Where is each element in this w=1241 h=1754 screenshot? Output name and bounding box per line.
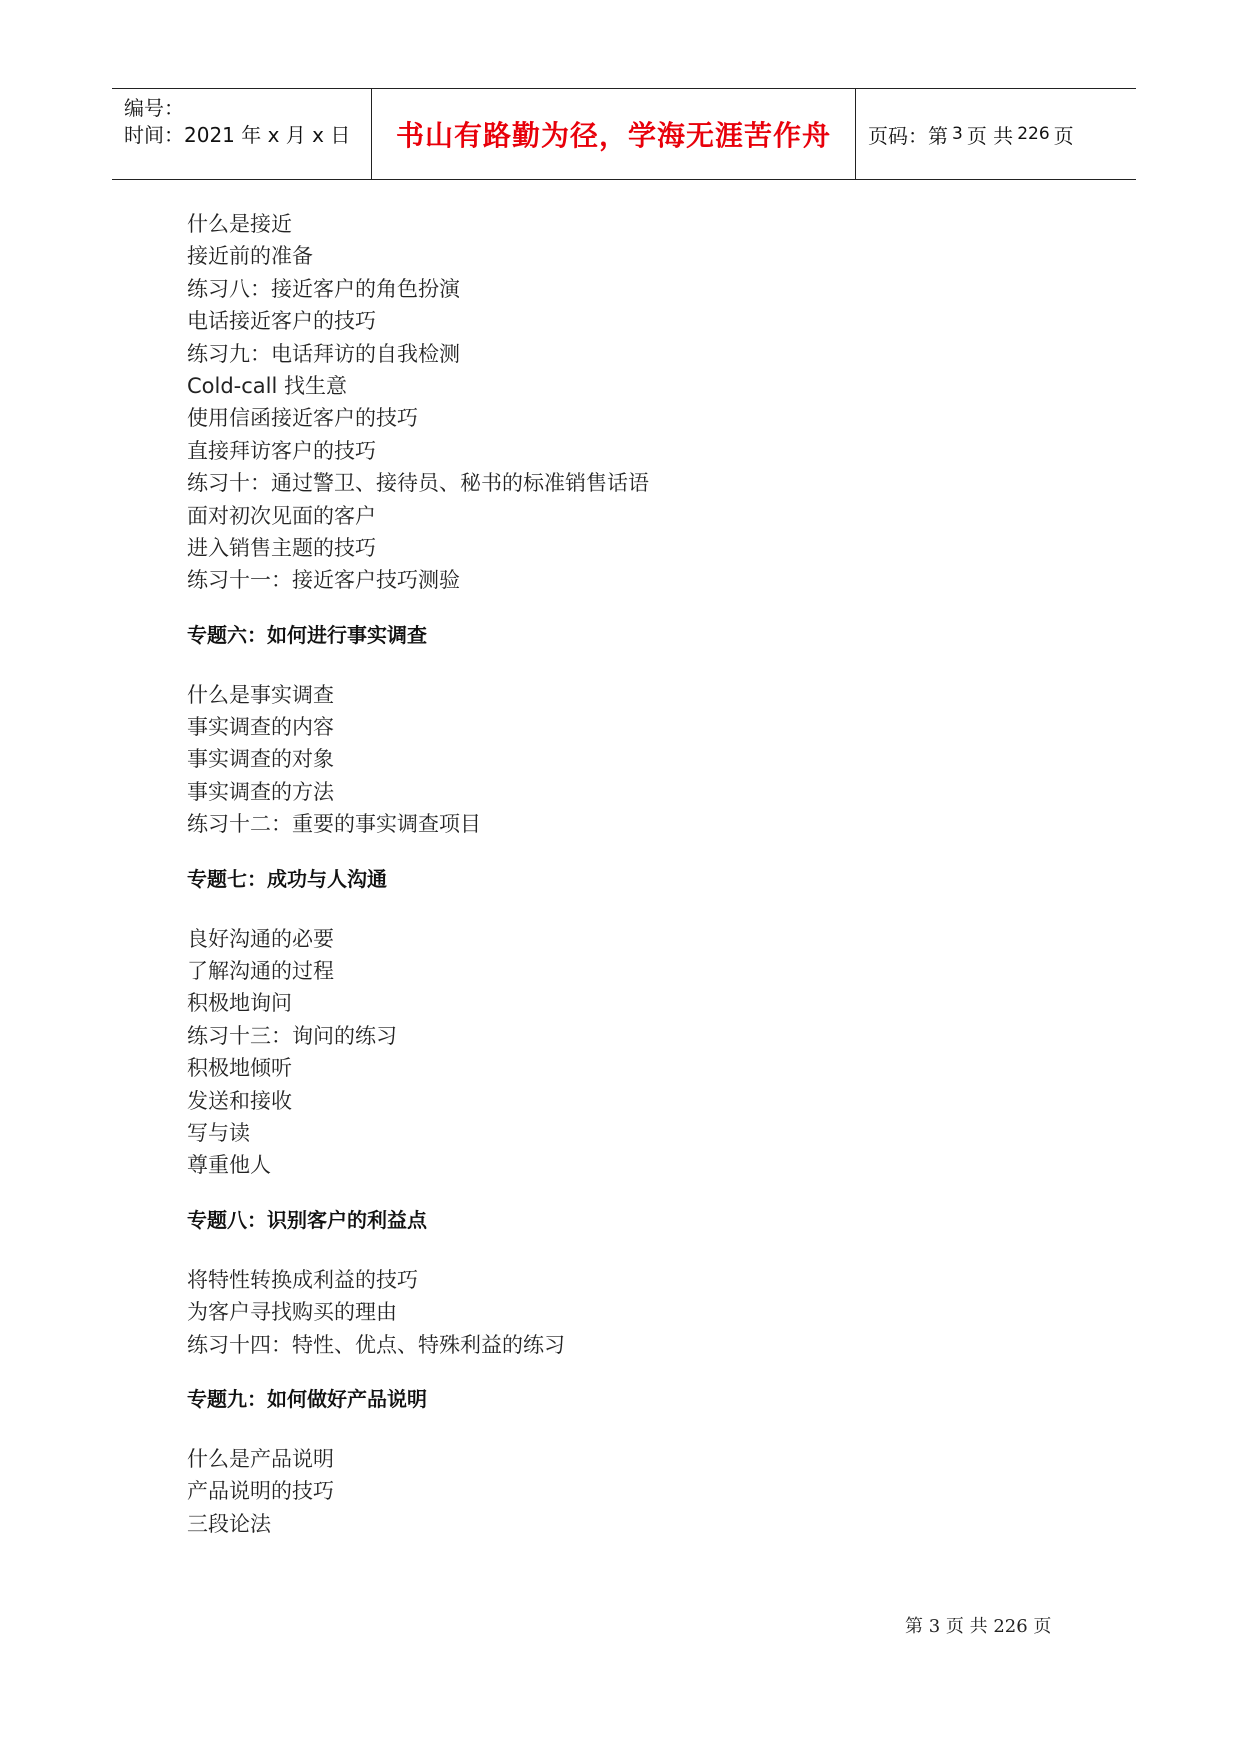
list-item: 练习十四：特性、优点、特殊利益的练习	[187, 1332, 565, 1357]
document-date-label: 时间：2021 年 x 月 x 日	[124, 123, 351, 147]
list-item: 三段论法	[187, 1511, 271, 1536]
list-item: 事实调查的对象	[187, 747, 334, 772]
document-body	[187, 208, 1087, 1540]
list-item: 直接拜访客户的技巧	[187, 438, 376, 463]
section-heading: 专题八：识别客户的利益点	[187, 1207, 427, 1232]
section	[187, 619, 1087, 841]
list-item: 练习八：接近客户的角色扮演	[187, 276, 460, 301]
list-item: 积极地倾听	[187, 1056, 292, 1081]
list-item: 练习十二：重要的事实调查项目	[187, 812, 481, 837]
list-item: 面对初次见面的客户	[187, 503, 376, 528]
list-item: 写与读	[187, 1120, 250, 1145]
list-item: 使用信函接近客户的技巧	[187, 406, 418, 431]
page-number: 3	[952, 124, 963, 144]
section-heading: 专题九：如何做好产品说明	[187, 1386, 427, 1411]
list-item: 什么是接近	[187, 212, 292, 236]
list-item: 为客户寻找购买的理由	[187, 1300, 397, 1325]
list-item: 事实调查的内容	[187, 715, 334, 740]
section	[187, 863, 1087, 1182]
list-item: 练习十：通过警卫、接待员、秘书的标准销售话语	[187, 471, 649, 496]
section-heading: 专题六：如何进行事实调查	[187, 622, 427, 647]
header-page-info	[856, 89, 1136, 179]
list-item: 练习十三：询问的练习	[187, 1023, 397, 1048]
page-suffix: 页	[1053, 123, 1074, 148]
section	[187, 1204, 1087, 1361]
header-motto-cell	[372, 89, 856, 179]
list-item: 练习九：电话拜访的自我检测	[187, 341, 460, 366]
page-mid: 页 共	[966, 123, 1014, 148]
list-item: 尊重他人	[187, 1153, 271, 1178]
list-item: 电话接近客户的技巧	[187, 309, 376, 334]
document-number-label: 编号：	[124, 96, 184, 120]
list-item: 良好沟通的必要	[187, 926, 334, 951]
list-item: Cold-call 找生意	[187, 373, 348, 398]
sections-container	[187, 619, 1087, 1540]
list-item: 将特性转换成利益的技巧	[187, 1267, 418, 1292]
page-footer: 第 3 页 共 226 页	[905, 1616, 1052, 1637]
list-item: 了解沟通的过程	[187, 959, 334, 984]
header-meta	[112, 89, 372, 179]
intro-list	[187, 208, 1087, 597]
list-item: 练习十一：接近客户技巧测验	[187, 568, 460, 593]
list-item: 什么是事实调查	[187, 682, 334, 707]
section	[187, 1383, 1087, 1540]
list-item: 发送和接收	[187, 1088, 292, 1113]
page-header	[112, 88, 1136, 180]
page-prefix: 页码：第	[868, 123, 948, 148]
header-motto: 书山有路勤为径，学海无涯苦作舟	[395, 119, 831, 152]
list-item: 产品说明的技巧	[187, 1479, 334, 1504]
section-heading: 专题七：成功与人沟通	[187, 866, 387, 891]
list-item: 进入销售主题的技巧	[187, 535, 376, 560]
list-item: 事实调查的方法	[187, 779, 334, 804]
list-item: 积极地询问	[187, 991, 292, 1016]
list-item: 什么是产品说明	[187, 1446, 334, 1471]
list-item: 接近前的准备	[187, 244, 313, 269]
page-total: 226	[1017, 124, 1050, 144]
